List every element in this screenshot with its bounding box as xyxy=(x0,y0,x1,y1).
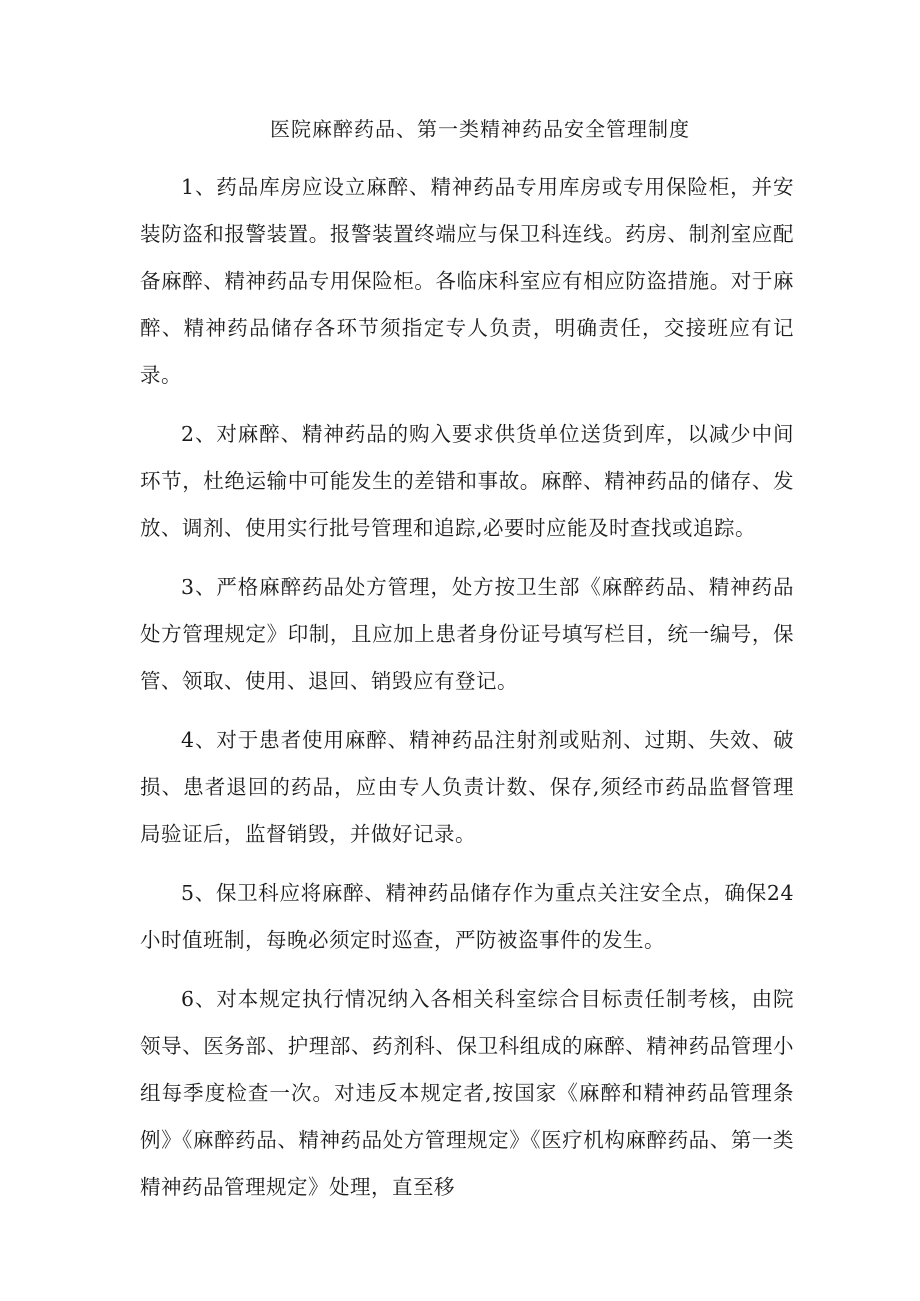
paragraph-6: 6、对本规定执行情况纳入各相关科室综合目标责任制考核，由院领导、医务部、护理部、药剂科、保卫科组成的麻醉、精神药品管理小组每季度检查一次。对违反本规定者,按国家《麻醉和精神药品管理条例》《麻醉药品、精神药品处方管理规定》《医疗机构麻醉药品、第一类精神药品管理规定》处理，直至移 xyxy=(140,987,794,1199)
paragraph-5: 5、保卫科应将麻醉、精神药品储存作为重点关注安全点，确保24小时值班制，每晚必须定时巡查，严防被盗事件的发生。 xyxy=(140,881,794,952)
paragraph-3: 3、严格麻醉药品处方管理，处方按卫生部《麻醉药品、精神药品处方管理规定》印制，且应加上患者身份证号填写栏目，统一编号，保管、领取、使用、退回、销毁应有登记。 xyxy=(140,575,794,693)
document-title: 医院麻醉药品、第一类精神药品安全管理制度 xyxy=(270,117,690,141)
paragraph-4: 4、对于患者使用麻醉、精神药品注射剂或贴剂、过期、失效、破损、患者退回的药品，应由专人负责计数、保存,须经市药品监督管理局验证后，监督销毁，并做好记录。 xyxy=(140,728,794,846)
paragraph-1: 1、药品库房应设立麻醉、精神药品专用库房或专用保险柜，并安装防盗和报警装置。报警装置终端应与保卫科连线。药房、制剂室应配备麻醉、精神药品专用保险柜。各临床科室应有相应防盗措施。对于麻醉、精神药品储存各环节须指定专人负责，明确责任，交接班应有记录。 xyxy=(140,175,794,387)
paragraph-2: 2、对麻醉、精神药品的购入要求供货单位送货到库，以减少中间环节，杜绝运输中可能发生的差错和事故。麻醉、精神药品的储存、发放、调剂、使用实行批号管理和追踪,必要时应能及时查找或追踪。 xyxy=(140,422,794,540)
